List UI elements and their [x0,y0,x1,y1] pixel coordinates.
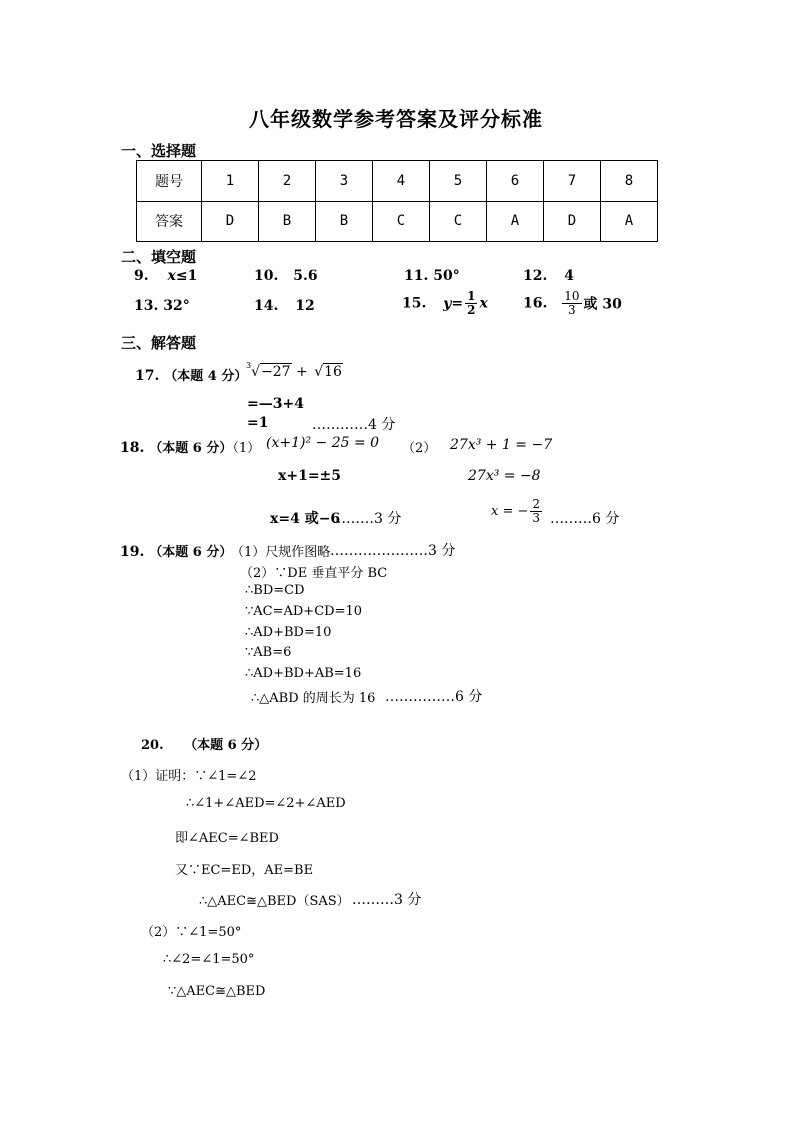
answer-cell: B [316,201,373,242]
question-number: 8 [601,161,658,202]
question-number: 4 [373,161,430,202]
q18-step1: x+1=±5 [278,468,342,484]
answer-cell: D [544,201,601,242]
q18-result2-denominator: 3 [532,511,541,525]
q18-equation1: (x+1)² − 25 = 0 [266,435,380,451]
q18-result1: x=4 或−6 [270,511,341,527]
q20-line: 又∵EC=ED，AE=BE [175,863,314,878]
answer-q13: 13. 32° [134,298,190,314]
q18-step2: 27x³ = −8 [468,468,541,484]
q10-label: 10. [254,268,279,284]
q19-line: ∵AB=6 [245,645,292,660]
q18-part1-label: （1） [232,441,261,456]
q18-score2: ………6 分 [550,511,620,527]
q15-equals: = [451,295,464,312]
section-heading-solve: 三、解答题 [121,334,197,352]
answer-cell: B [259,201,316,242]
page-title: 八年级数学参考答案及评分标准 [249,107,543,131]
question-number: 1 [202,161,259,202]
q17-step1: =—3+4 [247,396,304,412]
answer-q12 [523,268,574,284]
q18-equation2: 27x³ + 1 = −7 [450,437,553,453]
answer-cell: C [373,201,430,242]
q15-x: x [479,295,488,312]
q17-step2: =1 [247,415,269,431]
q10-value: 5.6 [293,268,318,284]
table-row-numbers [137,161,658,202]
q19-score2: ……………6 分 [385,689,483,705]
answer-cell: A [601,201,658,242]
answer-cell: D [202,201,259,242]
q15-denominator: 2 [467,303,476,317]
q20-line: ∴∠1+∠AED=∠2+∠AED [186,796,346,811]
q12-value: 4 [564,268,574,284]
q16-numerator: 10 [564,289,580,303]
q19-part1: （1）尺规作图略 [231,545,331,560]
q19-line: ∵AC=AD+CD=10 [245,604,363,619]
plus-sign: + [296,364,308,380]
q14-value: 12 [295,298,315,314]
q19-points: （本题 6 分） [149,545,233,560]
question-number: 5 [430,161,487,202]
q16-alt: 或 30 [583,296,622,313]
q17-points: （本题 4 分） [164,369,248,384]
square-root: √16 [314,364,342,380]
q20-score1: ………3 分 [352,892,422,908]
q15-label: 15. [402,295,427,312]
q16-label: 16. [523,295,548,312]
q19-line: ∴BD=CD [245,583,305,598]
radicand-2: 16 [324,364,342,380]
answer-q9 [134,268,197,284]
q9-label: 9. [134,268,149,284]
radical-index: 3 [246,361,252,370]
q18-part2-label: （2） [402,441,437,456]
question-number: 3 [316,161,373,202]
answer-q11: 11. 50° [404,268,460,284]
q17-label: 17. [135,368,160,384]
q19-score1: …………………3 分 [330,543,456,559]
q20-points: （本题 6 分） [184,738,268,753]
q15-y: y [443,295,452,312]
q20-header [141,734,267,753]
question-number: 2 [259,161,316,202]
q19-header [120,541,232,560]
answer-q16 [523,290,622,317]
q18-result2 [491,498,544,525]
q9-variable: x [167,268,176,284]
q18-header [120,437,260,456]
answer-q10 [254,268,318,284]
q14-label: 14. [254,298,279,314]
radicand-1: −27 [261,364,291,380]
answer-cell: A [487,201,544,242]
answer-table [136,160,658,242]
section-heading-fill: 二、填空题 [121,248,197,266]
q12-label: 12. [523,268,548,284]
section-heading-choice: 一、选择题 [121,142,197,160]
q20-line: ∴△AEC≅△BED（SAS） [199,894,350,909]
answer-q15 [402,290,488,317]
q20-line: （1）证明：∵∠1=∠2 [121,769,257,784]
q19-label: 19. [120,544,145,560]
q16-fraction [562,290,581,317]
q15-numerator: 1 [467,289,476,303]
row-label-question: 题号 [137,161,202,202]
q20-line: （2）∵∠1=50° [141,925,242,940]
q18-score1: ………3 分 [332,511,402,527]
q18-result2-numerator: 2 [532,497,541,511]
cube-root: $^3$√−27 [246,361,291,380]
q18-points: （本题 6 分） [149,441,233,456]
q15-fraction [465,290,477,317]
q17-score: …………4 分 [312,417,396,433]
q16-denominator: 3 [568,303,576,317]
table-row-answers [137,201,658,242]
q19-line: ∴AD+BD=10 [245,625,332,640]
q18-result2-fraction [530,498,542,525]
q18-result2-lhs: x = − [491,504,529,519]
q20-line: ∴∠2=∠1=50° [163,952,255,967]
q20-line: 即∠AEC=∠BED [175,831,279,846]
q19-line: ∴AD+BD+AB=16 [245,666,362,681]
q18-label: 18. [120,440,145,456]
question-number: 6 [487,161,544,202]
q19-conclusion: ∴△ABD 的周长为 16 [251,691,376,706]
answer-cell: C [430,201,487,242]
q9-value: ≤1 [175,268,198,284]
q20-line: ∵△AEC≅△BED [168,984,266,999]
q17-header [135,365,247,384]
answer-q14 [254,298,315,314]
q17-expression [244,361,343,380]
q20-label: 20. [141,738,164,753]
row-label-answer: 答案 [137,201,202,242]
question-number: 7 [544,161,601,202]
q19-line: （2）∵DE 垂直平分 BC [240,566,388,581]
